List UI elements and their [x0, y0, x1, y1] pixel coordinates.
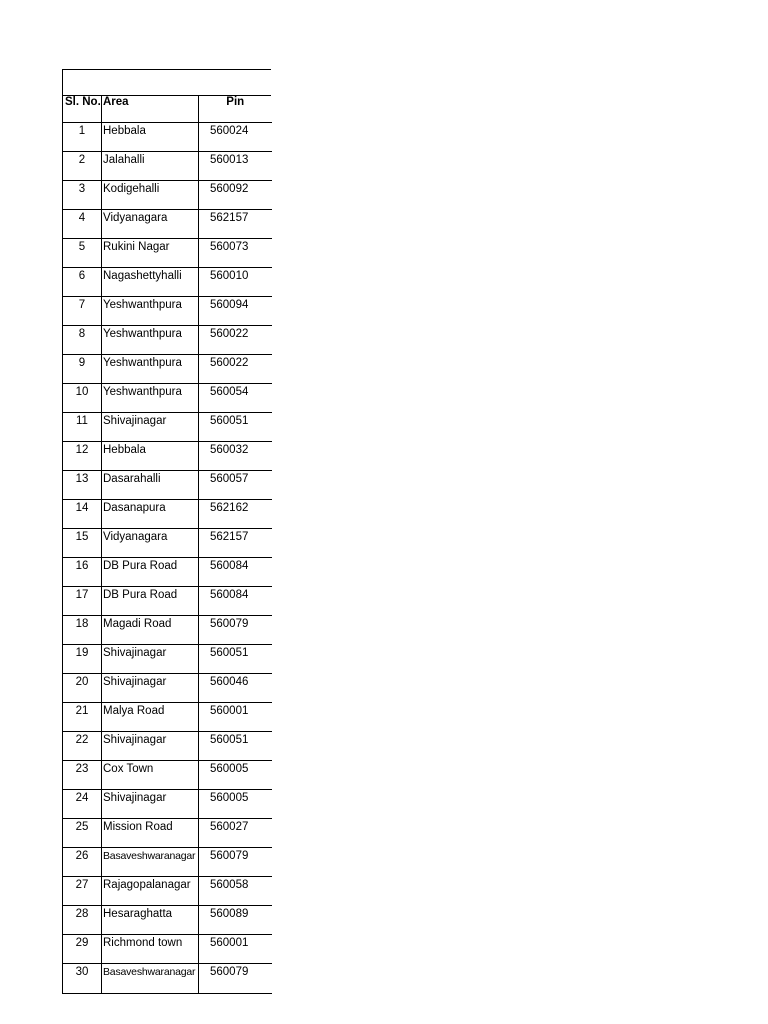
cell-area: Basaveshwaranagar	[102, 848, 199, 877]
cell-pin: 560005	[199, 761, 272, 790]
cell-area: Hebbala	[102, 123, 199, 152]
cell-sl-no: 28	[63, 906, 102, 935]
cell-pin: 560092	[199, 181, 272, 210]
cell-pin: 560094	[199, 297, 272, 326]
cell-sl-no: 3	[63, 181, 102, 210]
cell-area: Mission Road	[102, 819, 199, 848]
cell-area: Cox Town	[102, 761, 199, 790]
cell-pin: 560032	[199, 442, 272, 471]
cell-pin: 560058	[199, 877, 272, 906]
cell-sl-no: 29	[63, 935, 102, 964]
cell-pin: 560001	[199, 935, 272, 964]
cell-pin: 562157	[199, 529, 272, 558]
cell-sl-no: 25	[63, 819, 102, 848]
cell-area: Yeshwanthpura	[102, 297, 199, 326]
cell-area: Rajagopalanagar	[102, 877, 199, 906]
cell-sl-no: 20	[63, 674, 102, 703]
cell-area: Kodigehalli	[102, 181, 199, 210]
table-row	[63, 935, 272, 964]
cell-area: Richmond town	[102, 935, 199, 964]
table-row	[63, 123, 272, 152]
cell-sl-no: 2	[63, 152, 102, 181]
cell-pin: 560001	[199, 703, 272, 732]
table-row	[63, 761, 272, 790]
table-row	[63, 906, 272, 935]
table-row	[63, 297, 272, 326]
table-row	[63, 181, 272, 210]
cell-area: Yeshwanthpura	[102, 355, 199, 384]
table-row	[63, 500, 272, 529]
cell-area: Dasarahalli	[102, 471, 199, 500]
cell-sl-no: 7	[63, 297, 102, 326]
cell-area: Shivajinagar	[102, 790, 199, 819]
table-row	[63, 152, 272, 181]
cell-area: Jalahalli	[102, 152, 199, 181]
cell-pin: 560022	[199, 355, 272, 384]
cell-pin: 560057	[199, 471, 272, 500]
cell-area: Basaveshwaranagar	[102, 964, 199, 994]
table-row	[63, 471, 272, 500]
cell-pin: 560051	[199, 732, 272, 761]
cell-area: Shivajinagar	[102, 413, 199, 442]
cell-area: Magadi Road	[102, 616, 199, 645]
cell-pin: 560089	[199, 906, 272, 935]
table-row	[63, 674, 272, 703]
cell-pin: 560013	[199, 152, 272, 181]
cell-area: Shivajinagar	[102, 645, 199, 674]
cell-sl-no: 11	[63, 413, 102, 442]
cell-area: DB Pura Road	[102, 587, 199, 616]
cell-pin: 560073	[199, 239, 272, 268]
cell-sl-no: 23	[63, 761, 102, 790]
cell-area: Shivajinagar	[102, 674, 199, 703]
cell-sl-no: 6	[63, 268, 102, 297]
cell-area: Rukini Nagar	[102, 239, 199, 268]
table-row	[63, 442, 272, 471]
table-row	[63, 210, 272, 239]
cell-sl-no: 15	[63, 529, 102, 558]
table-row	[63, 645, 272, 674]
header-area: Area	[102, 96, 199, 123]
pin-code-table	[62, 96, 272, 994]
cell-pin: 560051	[199, 413, 272, 442]
table-row	[63, 529, 272, 558]
table-row	[63, 268, 272, 297]
cell-sl-no: 26	[63, 848, 102, 877]
cell-pin: 560079	[199, 616, 272, 645]
cell-pin: 560046	[199, 674, 272, 703]
cell-pin: 562162	[199, 500, 272, 529]
cell-pin: 560024	[199, 123, 272, 152]
cell-area: Yeshwanthpura	[102, 326, 199, 355]
table-row	[63, 790, 272, 819]
cell-pin: 560079	[199, 848, 272, 877]
table-row	[63, 558, 272, 587]
cell-area: Vidyanagara	[102, 210, 199, 239]
table-row	[63, 384, 272, 413]
cell-sl-no: 4	[63, 210, 102, 239]
table-row	[63, 326, 272, 355]
header-sl-no: Sl. No.	[63, 96, 102, 123]
cell-sl-no: 14	[63, 500, 102, 529]
table-row	[63, 239, 272, 268]
cell-sl-no: 12	[63, 442, 102, 471]
cell-pin: 560051	[199, 645, 272, 674]
cell-sl-no: 18	[63, 616, 102, 645]
cell-pin: 560084	[199, 558, 272, 587]
table-row	[63, 413, 272, 442]
cell-sl-no: 22	[63, 732, 102, 761]
table-row	[63, 819, 272, 848]
cell-area: DB Pura Road	[102, 558, 199, 587]
table-row	[63, 732, 272, 761]
cell-area: Malya Road	[102, 703, 199, 732]
cell-area: Dasanapura	[102, 500, 199, 529]
cell-sl-no: 21	[63, 703, 102, 732]
cell-sl-no: 17	[63, 587, 102, 616]
table-row	[63, 964, 272, 994]
table-row	[63, 616, 272, 645]
cell-sl-no: 8	[63, 326, 102, 355]
table-row	[63, 877, 272, 906]
header-pin: Pin	[199, 96, 272, 123]
cell-area: Shivajinagar	[102, 732, 199, 761]
cell-sl-no: 30	[63, 964, 102, 994]
cell-area: Vidyanagara	[102, 529, 199, 558]
table-row	[63, 848, 272, 877]
title-row-cell	[62, 69, 271, 96]
table-row	[63, 703, 272, 732]
table-row	[63, 355, 272, 384]
cell-area: Nagashettyhalli	[102, 268, 199, 297]
cell-sl-no: 13	[63, 471, 102, 500]
cell-sl-no: 10	[63, 384, 102, 413]
table-body	[63, 123, 272, 994]
cell-sl-no: 5	[63, 239, 102, 268]
spreadsheet-page	[62, 69, 271, 994]
cell-area: Yeshwanthpura	[102, 384, 199, 413]
cell-pin: 560054	[199, 384, 272, 413]
table-row	[63, 587, 272, 616]
cell-sl-no: 24	[63, 790, 102, 819]
header-row	[63, 96, 272, 123]
cell-pin: 560010	[199, 268, 272, 297]
cell-pin: 560027	[199, 819, 272, 848]
cell-pin: 560005	[199, 790, 272, 819]
cell-sl-no: 16	[63, 558, 102, 587]
cell-area: Hebbala	[102, 442, 199, 471]
cell-pin: 560022	[199, 326, 272, 355]
cell-area: Hesaraghatta	[102, 906, 199, 935]
cell-pin: 560084	[199, 587, 272, 616]
cell-sl-no: 1	[63, 123, 102, 152]
cell-sl-no: 27	[63, 877, 102, 906]
cell-sl-no: 19	[63, 645, 102, 674]
cell-sl-no: 9	[63, 355, 102, 384]
cell-pin: 560079	[199, 964, 272, 994]
cell-pin: 562157	[199, 210, 272, 239]
